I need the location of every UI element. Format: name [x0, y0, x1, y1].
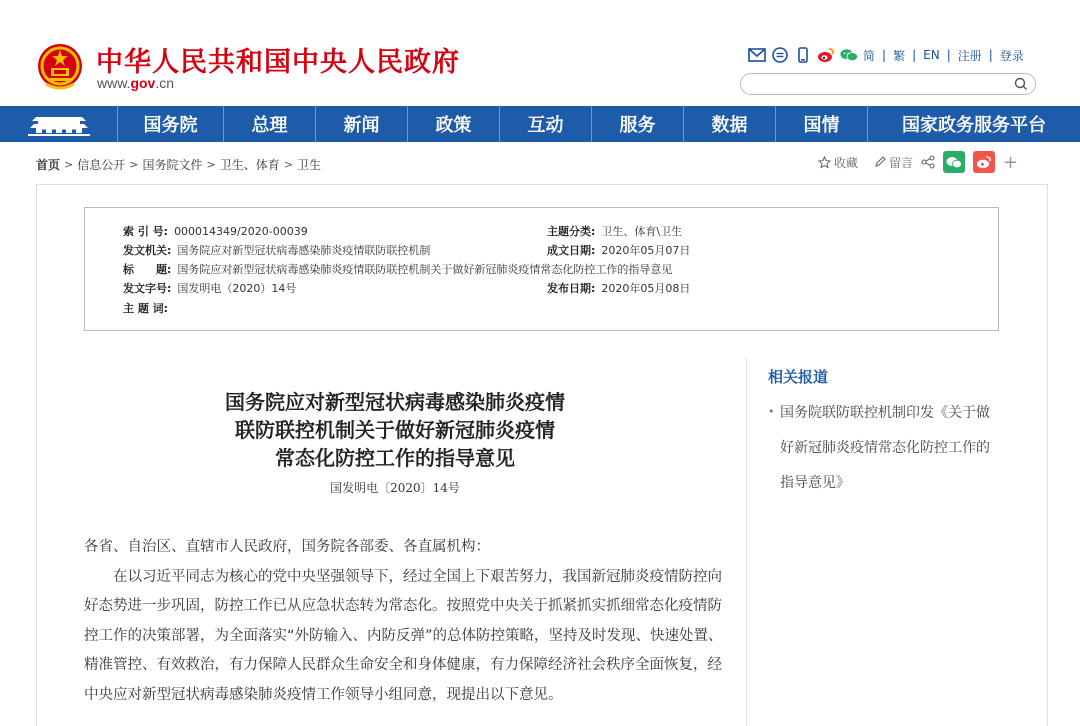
favorite-button[interactable]	[818, 154, 858, 171]
nav-item-gov-service-platform[interactable]: 国家政务服务平台	[902, 115, 1046, 136]
tiananmen-icon	[28, 111, 90, 137]
top-toolbar	[748, 45, 1024, 65]
meta-title	[123, 261, 672, 277]
meta-keywords-label: 主 题 词:	[123, 302, 169, 315]
meta-docno	[123, 280, 296, 296]
separator: |	[882, 48, 887, 62]
chevron-right-icon: >	[283, 158, 293, 171]
search-box	[740, 73, 1036, 95]
nav-home[interactable]	[0, 106, 118, 142]
url-prefix: www.	[97, 75, 131, 91]
chevron-right-icon: >	[206, 158, 216, 171]
wechat-share-icon[interactable]	[943, 151, 965, 173]
breadcrumb-health[interactable]: 卫生	[296, 158, 321, 172]
site-title[interactable]: 中华人民共和国中央人民政府	[96, 47, 460, 78]
share-icon[interactable]	[921, 155, 935, 169]
meta-docno-label: 发文字号:	[123, 282, 172, 295]
comment-button[interactable]	[874, 154, 913, 171]
breadcrumb-info-public[interactable]: 信息公开	[77, 158, 126, 172]
document-meta-box	[84, 207, 999, 331]
site-url[interactable]	[97, 75, 174, 91]
separator: |	[946, 48, 951, 62]
meta-docno-value: 国发明电（2020）14号	[177, 282, 297, 295]
nav-item-policy[interactable]: 政策	[408, 106, 500, 142]
site-header	[0, 0, 1080, 106]
meta-index-value: 000014349/2020-00039	[174, 225, 308, 238]
article-body	[84, 533, 724, 711]
article-title-line: 联防联控机制关于做好新冠肺炎疫情	[235, 418, 555, 442]
national-emblem-icon	[36, 42, 84, 92]
nav-item-state-council[interactable]: 国务院	[118, 106, 224, 142]
meta-published-label: 发布日期:	[547, 282, 596, 295]
meta-keywords	[123, 300, 174, 316]
main-nav	[0, 106, 1080, 142]
lang-traditional-link[interactable]: 繁	[893, 48, 906, 63]
more-share-button[interactable]: +	[1003, 151, 1019, 173]
meta-created	[547, 242, 690, 258]
nav-item-interaction[interactable]: 互动	[500, 106, 592, 142]
pen-icon	[874, 156, 886, 168]
meta-published-value: 2020年05月08日	[601, 282, 691, 295]
meta-created-value: 2020年05月07日	[601, 244, 691, 257]
article-title-line: 常态化防控工作的指导意见	[275, 446, 515, 470]
sidebar-divider	[746, 358, 747, 726]
url-brand: gov	[130, 75, 156, 91]
article-title-line: 国务院应对新型冠状病毒感染肺炎疫情	[225, 390, 565, 414]
weibo-share-icon[interactable]	[973, 151, 995, 173]
share-bar	[818, 151, 1018, 173]
wechat-icon[interactable]	[840, 46, 858, 64]
related-reports-title: 相关报道	[768, 368, 829, 386]
lang-simplified-link[interactable]: 简	[863, 48, 876, 63]
register-link[interactable]: 注册	[957, 48, 982, 63]
comment-label: 留言	[889, 155, 914, 170]
url-suffix: .cn	[155, 75, 175, 91]
related-report-link[interactable]: • 国务院联防联控机制印发《关于做好新冠肺炎疫情常态化防控工作的指导意见》	[768, 396, 998, 501]
mail-icon[interactable]	[748, 46, 766, 64]
star-icon	[818, 156, 831, 169]
meta-topic-label: 主题分类:	[547, 225, 596, 238]
meta-issuer-label: 发文机关:	[123, 244, 172, 257]
weibo-icon[interactable]	[817, 46, 835, 64]
article-title	[150, 388, 640, 472]
meta-published	[547, 280, 690, 296]
login-link[interactable]: 登录	[999, 48, 1024, 63]
meta-title-value: 国务院应对新型冠状病毒感染肺炎疫情联防联控机制关于做好新冠肺炎疫情常态化防控工作的指导意见	[177, 263, 673, 276]
meta-index	[123, 223, 308, 239]
separator: |	[912, 48, 917, 62]
favorite-label: 收藏	[834, 155, 859, 170]
chat-icon[interactable]	[771, 46, 789, 64]
breadcrumb-home[interactable]: 首页	[36, 158, 61, 172]
related-reports-list	[768, 396, 998, 501]
meta-index-label: 索 引 号:	[123, 225, 169, 238]
breadcrumb-health-sports[interactable]: 卫生、体育	[219, 158, 280, 172]
meta-issuer-value: 国务院应对新型冠状病毒感染肺炎疫情联防联控机制	[177, 244, 431, 257]
search-input[interactable]	[751, 75, 1001, 95]
meta-topic-value: 卫生、体育\卫生	[601, 225, 683, 238]
meta-created-label: 成文日期:	[547, 244, 596, 257]
nav-item-data[interactable]: 数据	[684, 106, 776, 142]
nav-item-service[interactable]: 服务	[592, 106, 684, 142]
breadcrumb	[36, 156, 321, 173]
article-paragraph: 在以习近平同志为核心的党中央坚强领导下，经过全国上下艰苦努力，我国新冠肺炎疫情防控向好态势进一步巩固，防控工作已从应急状态转为常态化。按照党中央关于抓紧抓实抓细常态化疫情防控工作的决策部署，为全面落实“外防输入、内防反弹”的总体防控策略，坚持及时发现、快速处置、精准管控、有效救治，有力保障人民群众生命安全和身体健康，有力保障经济社会秩序全面恢复，经中央应对新型冠状病毒感染肺炎疫情工作领导小组同意，现提出以下意见。	[84, 568, 723, 703]
meta-issuer	[123, 242, 430, 258]
nav-item-national-info[interactable]: 国情	[776, 106, 868, 142]
search-icon[interactable]	[1013, 76, 1029, 92]
nav-item-news[interactable]: 新闻	[316, 106, 408, 142]
meta-topic	[547, 223, 682, 239]
chevron-right-icon: >	[64, 158, 74, 171]
article-salutation: 各省、自治区、直辖市人民政府，国务院各部委、各直属机构：	[84, 539, 490, 555]
nav-item-premier[interactable]: 总理	[224, 106, 316, 142]
chevron-right-icon: >	[129, 158, 139, 171]
meta-title-label: 标 题:	[123, 263, 172, 276]
separator: |	[988, 48, 993, 62]
article-doc-number: 国发明电〔2020〕14号	[330, 481, 460, 495]
breadcrumb-state-council-docs[interactable]: 国务院文件	[142, 158, 203, 172]
mobile-icon[interactable]	[794, 46, 812, 64]
lang-english-link[interactable]: EN	[923, 48, 940, 62]
